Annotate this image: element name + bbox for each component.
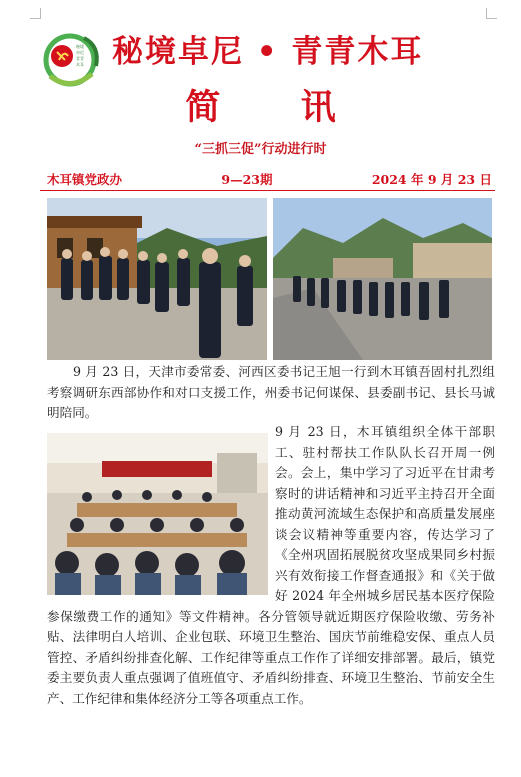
article-paragraph-2-block — [47, 422, 495, 709]
article-paragraph-2: 9 月 23 日，木耳镇组织全体干部职工、驻村帮扶工作队队长召开周一例会。会上，集中学习了习近平在甘肃考察时的讲话精神和习近平主持召开全面推动黄河流域生态保护和高质量发展座谈会议精神等重要内容，传达学习了《全州巩固拓展脱贫攻坚成果同乡村振兴有效衔接工作督查通报》和《关于做好 2024 年全州城乡居民基本医疗保险参保缴费工作的通知》等文件精神。各分管领导就近期医疗保险收缴、劳务补贴、法律明白人培训、企业包联、环境卫生整治、国庆节前维稳安保、重点人员管控、矛盾纠纷排查化解、工作纪律等重点工作作了详细安排部署。最后，镇党委主要负责人重点强调了值班值守、矛盾纠纷排查、环境卫生整治、节前安全生产、工作纪律和集体经济分工等各项重点工作。 — [47, 424, 495, 706]
crop-mark-top-right — [486, 8, 497, 19]
svg-text:秘境: 秘境 — [76, 44, 84, 49]
svg-text:木耳: 木耳 — [76, 62, 84, 67]
masthead-subtitle: 简 讯 — [185, 87, 370, 128]
article-paragraph-1: 9 月 23 日，天津市委常委、河西区委书记王旭一行到木耳镇吾固村扎烈组考察调研东西部协作和对口支援工作，州委书记何谋保、县委副书记、县长马诚明陪同。 — [47, 364, 495, 420]
photo-outdoor-visit — [47, 198, 267, 360]
photo-village-walk — [273, 198, 492, 360]
issue-date: 2024 年 9 月 23 日 — [371, 172, 492, 187]
header-divider — [40, 190, 495, 191]
masthead-title: 秘境卓尼 • 青青木耳 — [112, 34, 424, 70]
issue-info-row — [47, 170, 492, 188]
issue-number: 9—23期 — [221, 172, 273, 187]
svg-text:青青: 青青 — [76, 56, 84, 61]
crop-mark-top-left — [30, 8, 41, 19]
svg-text:卓尼: 卓尼 — [76, 50, 84, 55]
photo-float-spacer — [47, 422, 275, 598]
tagline: “三抓三促”行动进行时 — [194, 142, 327, 157]
publisher: 木耳镇党政办 — [47, 172, 123, 187]
